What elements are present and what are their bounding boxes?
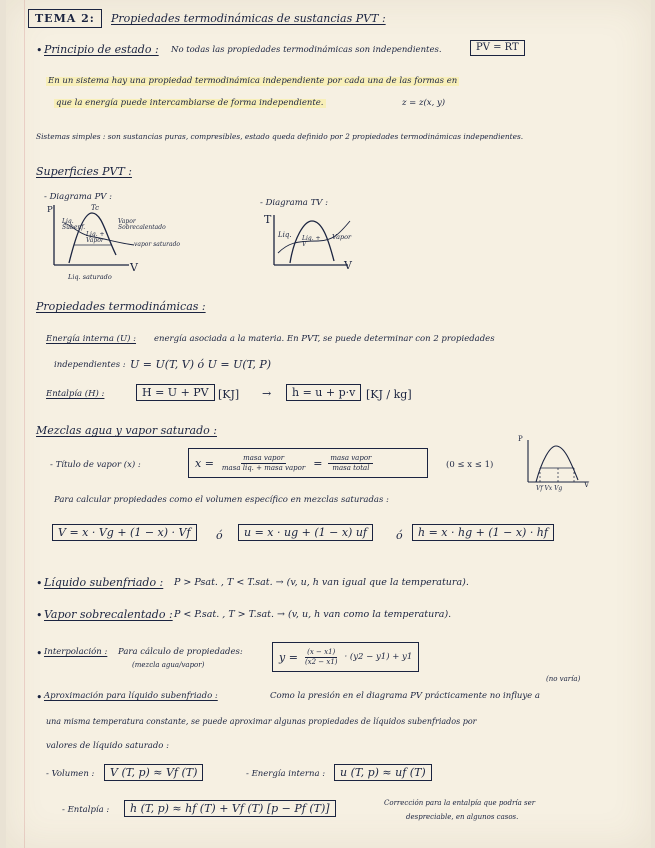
interp-label: Interpolación : [44, 647, 108, 657]
titulo-range: (0 ≤ x ≤ 1) [446, 460, 494, 470]
interp-text: Para cálculo de propiedades: [118, 647, 243, 657]
energia-line2: independientes : [54, 360, 126, 370]
titulo-vapor-label: - Título de vapor (x) : [50, 460, 141, 470]
frac1-denominator: masa liq. + masa vapor [221, 463, 306, 472]
principio-line2: En un sistema hay una propiedad termodinámica independiente por cada una de las formas en [48, 76, 458, 86]
pv-tc-label: Tc [91, 204, 100, 212]
tv-vapor-label: Vapor [332, 233, 352, 241]
propiedades-label: Propiedades termodinámicas : [36, 300, 206, 313]
aprox-line3: valores de líquido saturado : [46, 741, 169, 751]
margin-line [24, 0, 25, 848]
aprox-bullet: • [36, 691, 43, 704]
interp-numerator: (x − x1) [307, 647, 336, 656]
correccion-line1: Corrección para la entalpía que podría ser [384, 799, 536, 807]
titulo-fraction-2 [328, 455, 373, 472]
principio-formula: PV = RT [470, 40, 525, 56]
interp-denominator: (x2 − x1) [304, 657, 338, 666]
pv-mix-label: Liq. + Vapor [86, 231, 105, 244]
pv-axis-x: V [130, 261, 138, 274]
titulo-fraction-1 [220, 455, 307, 472]
vapor-sob-label: Vapor sobrecalentado : [44, 608, 173, 621]
interp-y-eq: y = [279, 650, 298, 664]
aprox-vol-eq: V (T, p) ≈ Vf (T) [104, 764, 203, 781]
pv-vapor-sat-label: vapor saturado [134, 241, 181, 248]
aprox-entalpia-label: - Entalpía : [62, 805, 110, 815]
h-mix-formula: h = x · hg + (1 − x) · hf [412, 524, 554, 541]
aprox-label: Aproximación para líquido subenfriado : [44, 691, 218, 701]
liquido-sub-label: Líquido subenfriado : [44, 576, 164, 589]
mini-axis-p: P [518, 435, 523, 443]
tv-axis-x: V [344, 259, 352, 272]
v-mix-formula: V = x · Vg + (1 − x) · Vf [52, 524, 197, 541]
energia-text: energía asociada a la materia. En PVT, se puede determinar con 2 propiedades [154, 334, 495, 344]
u-mix-formula: u = x · ug + (1 − x) uf [238, 524, 373, 541]
tv-title: - Diagrama TV : [260, 198, 328, 208]
pv-liq-sat-label: Liq. saturado [68, 273, 112, 281]
aprox-text: Como la presión en el diagrama PV prácticamente no influye a [270, 691, 540, 701]
principio-line3-formula: z = z(x, y) [402, 98, 446, 108]
tv-diagram [268, 213, 368, 283]
aprox-note: (no varía) [546, 675, 581, 683]
or-1: ó [216, 529, 223, 542]
titulo-equals: = [313, 456, 323, 470]
mini-dome [536, 446, 578, 482]
correccion-line2: despreciable, en algunos casos. [406, 813, 519, 821]
aprox-vol-label: - Volumen : [46, 769, 95, 779]
interp-fraction [303, 649, 340, 666]
aprox-line2: una misma temperatura constante, se puede aproximar algunas propiedades de líquidos subenfriados por [46, 717, 477, 726]
entalpia-unit-total: [KJ] [218, 388, 240, 401]
entalpia-eq-specific: h = u + p·v [286, 384, 361, 401]
entalpia-label: Entalpía (H) : [46, 389, 105, 399]
energia-equation: U = U(T, V) ó U = U(T, P) [130, 358, 272, 371]
principio-bullet: • [36, 44, 43, 57]
superficies-label: Superficies PVT : [36, 165, 132, 178]
page-subtitle: Propiedades termodinámicas de sustancias PVT : [111, 12, 386, 25]
pv-title: - Diagrama PV : [44, 192, 112, 202]
pv-vapor-sob-label: Vapor Sobrecalentado [118, 218, 166, 231]
entalpia-unit-specific: [KJ / kg] [366, 388, 412, 401]
tv-liq-label: Liq. [278, 231, 292, 239]
tv-mix-label: Liq. + V [302, 235, 321, 248]
aprox-energia-eq: u (T, p) ≈ uf (T) [334, 764, 432, 781]
energia-label: Energía interna (U) : [46, 334, 137, 344]
sistemas-simples-text: Sistemas simples : son sustancias puras, compresibles, estado queda definido por 2 propiedades termodinámicas independientes. [36, 132, 524, 141]
mezclas-label: Mezclas agua y vapor saturado : [36, 424, 217, 437]
notebook-page [6, 0, 651, 848]
interp-text2: (mezcla agua/vapor) [132, 661, 205, 669]
principio-text: No todas las propiedades termodinámicas son independientes. [171, 45, 442, 55]
entalpia-arrow: → [262, 387, 272, 400]
frac2-numerator: masa vapor [330, 453, 372, 462]
frac2-denominator: masa total [332, 463, 370, 472]
vapor-sob-text: P < P.sat. , T > T.sat. → (v, u, h van como la temperatura). [174, 609, 452, 620]
aprox-energia-label: - Energía interna : [246, 769, 326, 779]
principio-label: Principio de estado : [44, 43, 159, 56]
mini-axis-v: V [584, 481, 590, 489]
liquido-sub-text: P > Psat. , T < T.sat. → (v, u, h van igual que la temperatura). [174, 577, 469, 588]
mezclas-calc-text: Para calcular propiedades como el volumen específico en mezclas saturadas : [54, 495, 389, 505]
interp-rest: · (y2 − y1) + y1 [344, 651, 413, 662]
pv-axis-y: P [47, 205, 53, 215]
mini-ticks: Vf Vx Vg [536, 485, 563, 492]
pv-liq-subenf-label: Liq. Subenf. [62, 218, 86, 231]
frac1-numerator: masa vapor [243, 453, 285, 462]
principio-line3: que la energía puede intercambiarse de forma independiente. [56, 98, 324, 108]
or-2: ó [396, 529, 403, 542]
vapor-sob-bullet: • [36, 609, 43, 622]
entalpia-eq-total: H = U + PV [136, 384, 215, 401]
aprox-entalpia-eq: h (T, p) ≈ hf (T) + Vf (T) [p − Pf (T)] [124, 800, 336, 817]
interp-bullet: • [36, 647, 43, 660]
tv-axis-y: T [264, 213, 272, 226]
interp-formula [272, 642, 419, 672]
titulo-x-eq: x = [195, 456, 214, 470]
liquido-sub-bullet: • [36, 577, 43, 590]
titulo-vapor-formula [188, 448, 428, 478]
page-title: TEMA 2: [28, 9, 102, 28]
